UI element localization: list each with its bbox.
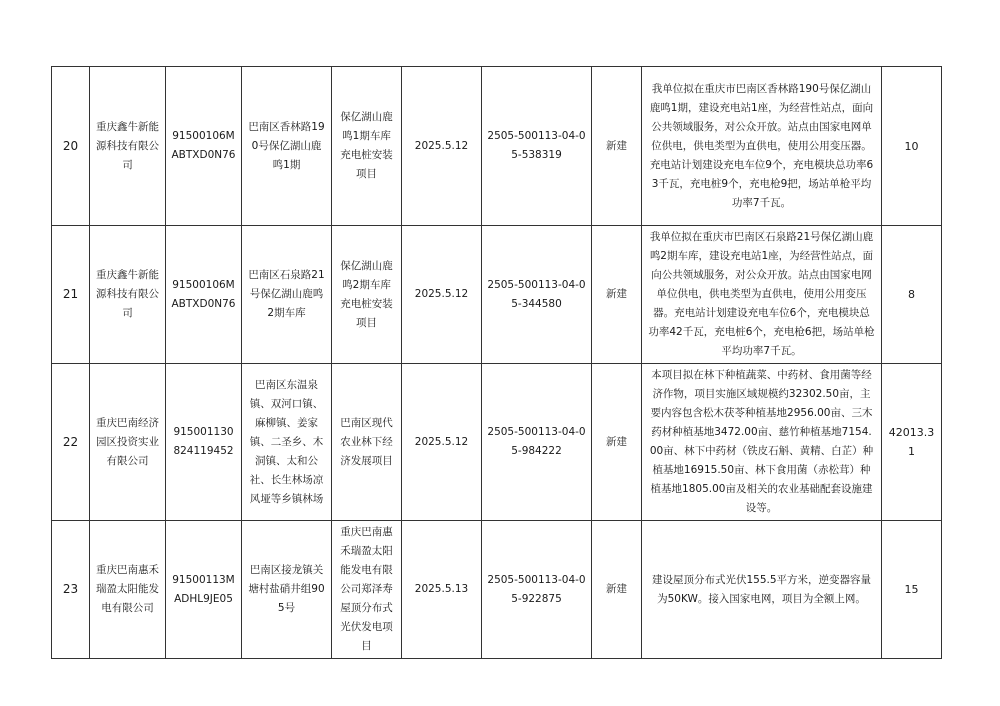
- construction-type: 新建: [592, 364, 642, 521]
- project-description: 我单位拟在重庆市巴南区香林路190号保亿湖山鹿鸣1期，建设充电站1座，为经营性站点，面向公共领域服务，对公众开放。站点由国家电网单位供电，供电类型为直供电，使用公用变压器。充电站计划建设充电车位9个，充电模块总功率63千瓦，充电桩9个，充电枪9把，场站单枪平均功率7千瓦。: [642, 67, 882, 226]
- row-number: 21: [52, 226, 90, 364]
- credit-code: 915001130824119452: [166, 364, 242, 521]
- project-location: 巴南区石泉路21号保亿湖山鹿鸣2期车库: [242, 226, 332, 364]
- project-description: 本项目拟在林下种植蔬菜、中药材、食用菌等经济作物，项目实施区域规模约32302.50亩，主要内容包含松木茯苓种植基地2956.00亩、三木药材种植基地3472.00亩、慈竹种植基地7154.00亩、林下中药材（铁皮石斛、黄精、白芷）种植基地16915.50亩、林下食用菌（赤松茸）种植基地1805.00亩及相关的农业基础配套设施建设等。: [642, 364, 882, 521]
- project-code: 2505-500113-04-05-984222: [482, 364, 592, 521]
- project-name: 保亿湖山鹿鸣2期车库充电桩安装项目: [332, 226, 402, 364]
- company-name: 重庆鑫牛新能源科技有限公司: [90, 226, 166, 364]
- table-row: [52, 364, 942, 521]
- investment-amount: 15: [882, 521, 942, 659]
- project-description: 建设屋顶分布式光伏155.5平方米，逆变器容量为50KW。接入国家电网，项目为全额上网。: [642, 521, 882, 659]
- project-location: 巴南区接龙镇关塘村盐硝井组905号: [242, 521, 332, 659]
- row-number: 20: [52, 67, 90, 226]
- credit-code: 91500113MADHL9JE05: [166, 521, 242, 659]
- project-code: 2505-500113-04-05-538319: [482, 67, 592, 226]
- table-row: [52, 226, 942, 364]
- row-number: 23: [52, 521, 90, 659]
- filing-date: 2025.5.13: [402, 521, 482, 659]
- company-name: 重庆巴南经济园区投资实业有限公司: [90, 364, 166, 521]
- row-number: 22: [52, 364, 90, 521]
- credit-code: 91500106MABTXD0N76: [166, 67, 242, 226]
- construction-type: 新建: [592, 226, 642, 364]
- filing-date: 2025.5.12: [402, 67, 482, 226]
- project-name: 重庆巴南惠禾瑞盈太阳能发电有限公司郑泽寿屋顶分布式光伏发电项目: [332, 521, 402, 659]
- project-location: 巴南区东温泉镇、双河口镇、麻柳镇、姜家镇、二圣乡、木洞镇、太和公社、长生林场凉风垭等乡镇林场: [242, 364, 332, 521]
- construction-type: 新建: [592, 521, 642, 659]
- company-name: 重庆巴南惠禾瑞盈太阳能发电有限公司: [90, 521, 166, 659]
- construction-type: 新建: [592, 67, 642, 226]
- investment-amount: 42013.31: [882, 364, 942, 521]
- project-code: 2505-500113-04-05-922875: [482, 521, 592, 659]
- filing-date: 2025.5.12: [402, 226, 482, 364]
- table-row: [52, 67, 942, 226]
- company-name: 重庆鑫牛新能源科技有限公司: [90, 67, 166, 226]
- project-code: 2505-500113-04-05-344580: [482, 226, 592, 364]
- project-name: 巴南区现代农业林下经济发展项目: [332, 364, 402, 521]
- project-registration-table: [51, 66, 942, 659]
- project-description: 我单位拟在重庆市巴南区石泉路21号保亿湖山鹿鸣2期车库，建设充电站1座，为经营性站点，面向公共领域服务，对公众开放。站点由国家电网单位供电，供电类型为直供电，使用公用变压器。充电站计划建设充电车位6个，充电模块总功率42千瓦，充电桩6个，充电枪6把，场站单枪平均功率7千瓦。: [642, 226, 882, 364]
- project-name: 保亿湖山鹿鸣1期车库充电桩安装项目: [332, 67, 402, 226]
- investment-amount: 8: [882, 226, 942, 364]
- project-location: 巴南区香林路190号保亿湖山鹿鸣1期: [242, 67, 332, 226]
- filing-date: 2025.5.12: [402, 364, 482, 521]
- investment-amount: 10: [882, 67, 942, 226]
- table-row: [52, 521, 942, 659]
- credit-code: 91500106MABTXD0N76: [166, 226, 242, 364]
